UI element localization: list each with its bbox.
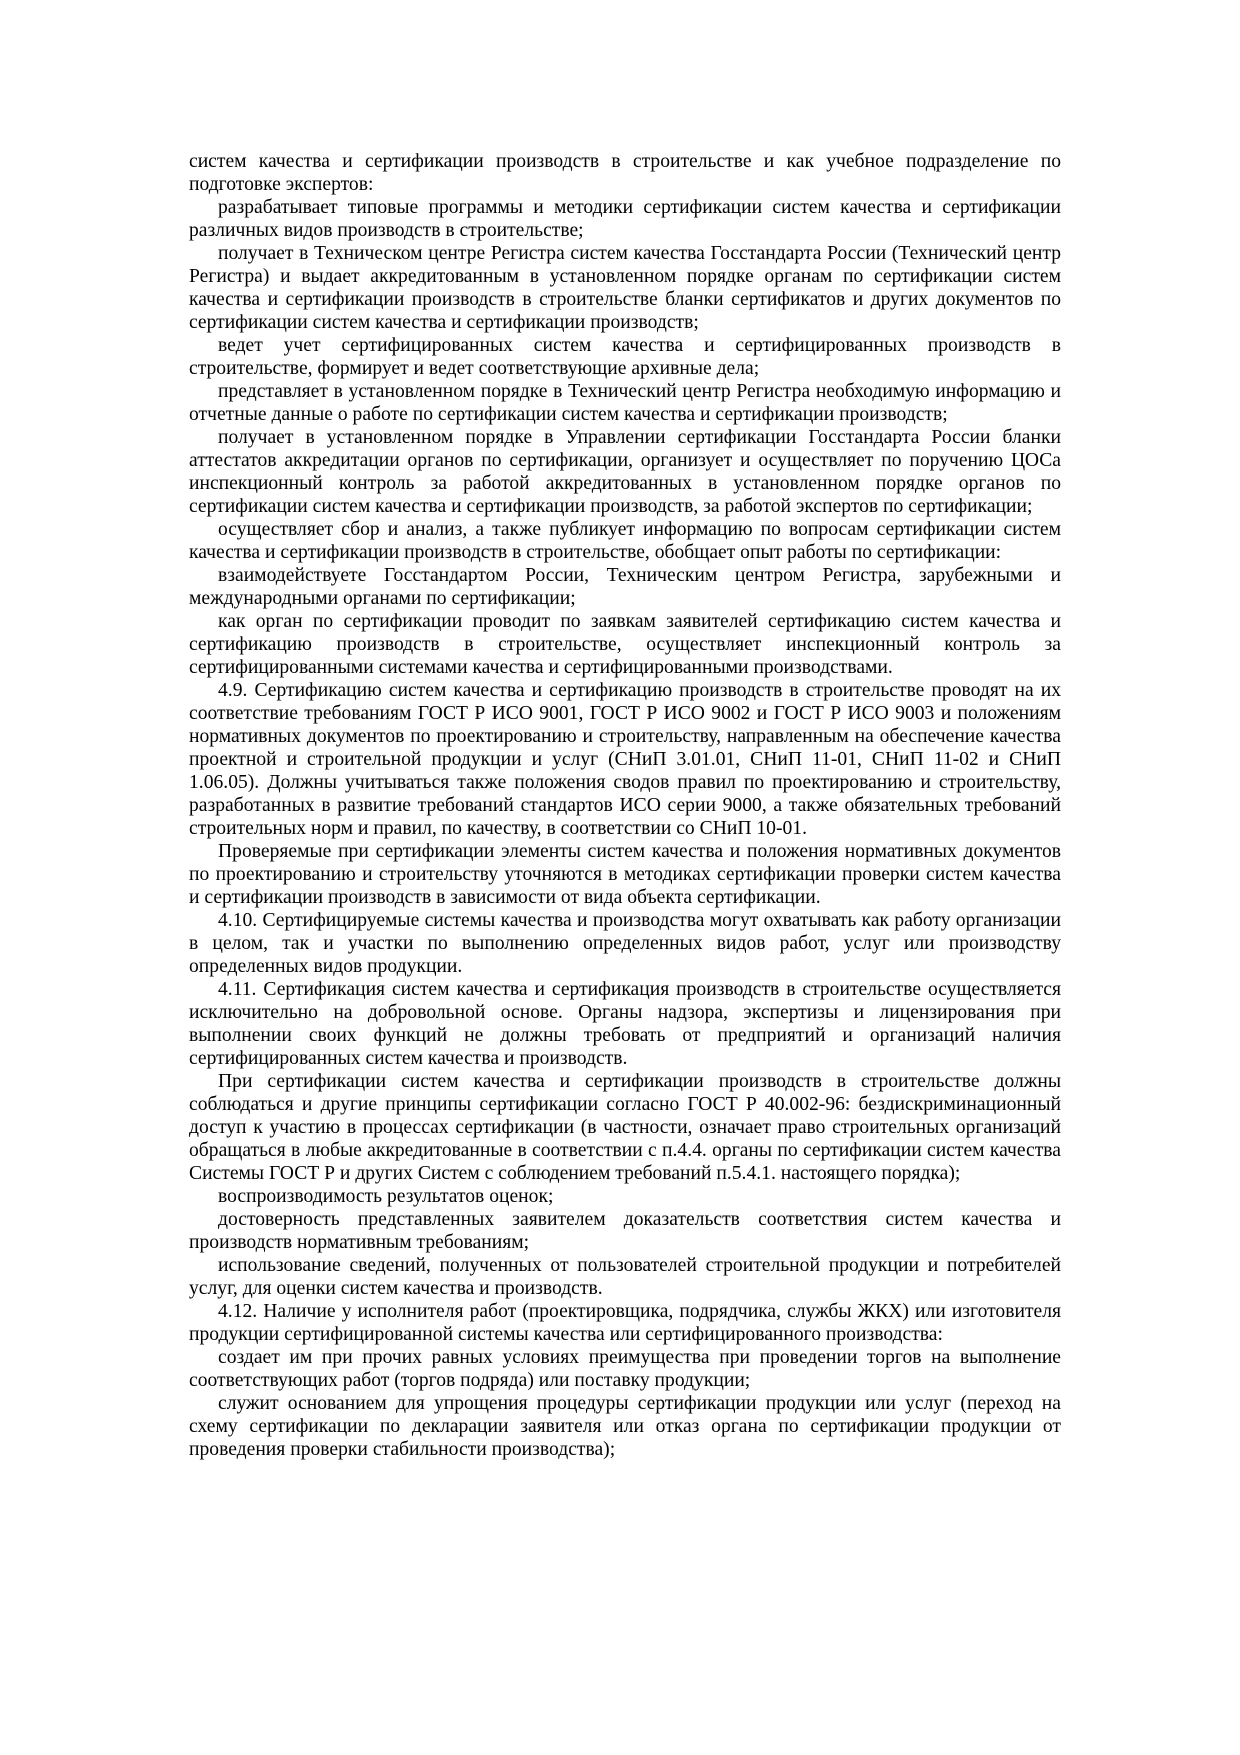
paragraph: 4.12. Наличие у исполнителя работ (проектировщика, подрядчика, службы ЖКХ) или изготовителя продукции сертифицированной системы качества или сертифицированного производства: <box>189 1301 1061 1345</box>
paragraph: систем качества и сертификации производств в строительстве и как учебное подразделение по подготовке экспертов: <box>189 151 1061 195</box>
document-body <box>189 150 1061 1461</box>
paragraph: достоверность представленных заявителем доказательств соответствия систем качества и производств нормативным требованиям; <box>189 1209 1061 1253</box>
paragraph: представляет в установленном порядке в Технический центр Регистра необходимую информацию и отчетные данные о работе по сертификации систем качества и сертификации производств; <box>189 381 1061 425</box>
paragraph: получает в установленном порядке в Управлении сертификации Госстандарта России бланки аттестатов аккредитации органов по сертификации, организует и осуществляет по поручению ЦОСа инспекционный контроль за работой аккредитованных в установленном порядке органов по сертификации систем качества и сертификации производств, за работой экспертов по сертификации; <box>189 427 1061 517</box>
paragraph: осуществляет сбор и анализ, а также публикует информацию по вопросам сертификации систем качества и сертификации производств в строительстве, обобщает опыт работы по сертификации: <box>189 519 1061 563</box>
paragraph: ведет учет сертифицированных систем качества и сертифицированных производств в строительстве, формирует и ведет соответствующие архивные дела; <box>189 335 1061 379</box>
paragraph: 4.9. Сертификацию систем качества и сертификацию производств в строительстве проводят на их соответствие требованиям ГОСТ Р ИСО 9001, ГОСТ Р ИСО 9002 и ГОСТ Р ИСО 9003 и положениям нормативных документов по проектированию и строительству, направленным на обеспечение качества проектной и строительной продукции и услуг (СНиП 3.01.01, СНиП 11-01, СНиП 11-02 и СНиП 1.06.05). Должны учитываться также положения сводов правил по проектированию и строительству, разработанных в развитие требований стандартов ИСО серии 9000, а также обязательных требований строительных норм и правил, по качеству, в соответствии со СНиП 10-01. <box>189 680 1061 839</box>
paragraph: использование сведений, полученных от пользователей строительной продукции и потребителей услуг, для оценки систем качества и производств. <box>189 1255 1061 1299</box>
paragraph: служит основанием для упрощения процедуры сертификации продукции или услуг (переход на схему сертификации по декларации заявителя или отказ органа по сертификации продукции от проведения проверки стабильности производства); <box>189 1393 1061 1460</box>
paragraph: 4.10. Сертифицируемые системы качества и производства могут охватывать как работу организации в целом, так и участки по выполнению определенных видов работ, услуг или производству определенных видов продукции. <box>189 910 1061 977</box>
paragraph: как орган по сертификации проводит по заявкам заявителей сертификацию систем качества и сертификацию производств в строительстве, осуществляет инспекционный контроль за сертифицированными системами качества и сертифицированными производствами. <box>189 611 1061 678</box>
paragraph: разрабатывает типовые программы и методики сертификации систем качества и сертификации различных видов производств в строительстве; <box>189 197 1061 241</box>
paragraph: воспроизводимость результатов оценок; <box>218 1186 554 1207</box>
paragraph: получает в Техническом центре Регистра систем качества Госстандарта России (Технический центр Регистра) и выдает аккредитованным в установленном порядке органам по сертификации систем качества и сертификации производств в строительстве бланки сертификатов и других документов по сертификации систем качества и сертификации производств; <box>189 243 1061 333</box>
paragraph: взаимодействуете Госстандартом России, Техническим центром Регистра, зарубежными и международными органами по сертификации; <box>189 565 1061 609</box>
paragraph: Проверяемые при сертификации элементы систем качества и положения нормативных документов по проектированию и строительству уточняются в методиках сертификации проверки систем качества и сертификации производств в зависимости от вида объекта сертификации. <box>189 841 1061 908</box>
paragraph: 4.11. Сертификация систем качества и сертификация производств в строительстве осуществляется исключительно на добровольной основе. Органы надзора, экспертизы и лицензирования при выполнении своих функций не должны требовать от предприятий и организаций наличия сертифицированных систем качества и производств. <box>189 979 1061 1069</box>
paragraph: При сертификации систем качества и сертификации производств в строительстве должны соблюдаться и другие принципы сертификации согласно ГОСТ Р 40.002-96: бездискриминационный доступ к участию в процессах сертификации (в частности, означает право строительных организаций обращаться в любые аккредитованные в соответствии с п.4.4. органы по сертификации систем качества Системы ГОСТ Р и других Систем с соблюдением требований п.5.4.1. настоящего порядка); <box>189 1071 1061 1184</box>
paragraph: создает им при прочих равных условиях преимущества при проведении торгов на выполнение соответствующих работ (торгов подряда) или поставку продукции; <box>189 1347 1061 1391</box>
